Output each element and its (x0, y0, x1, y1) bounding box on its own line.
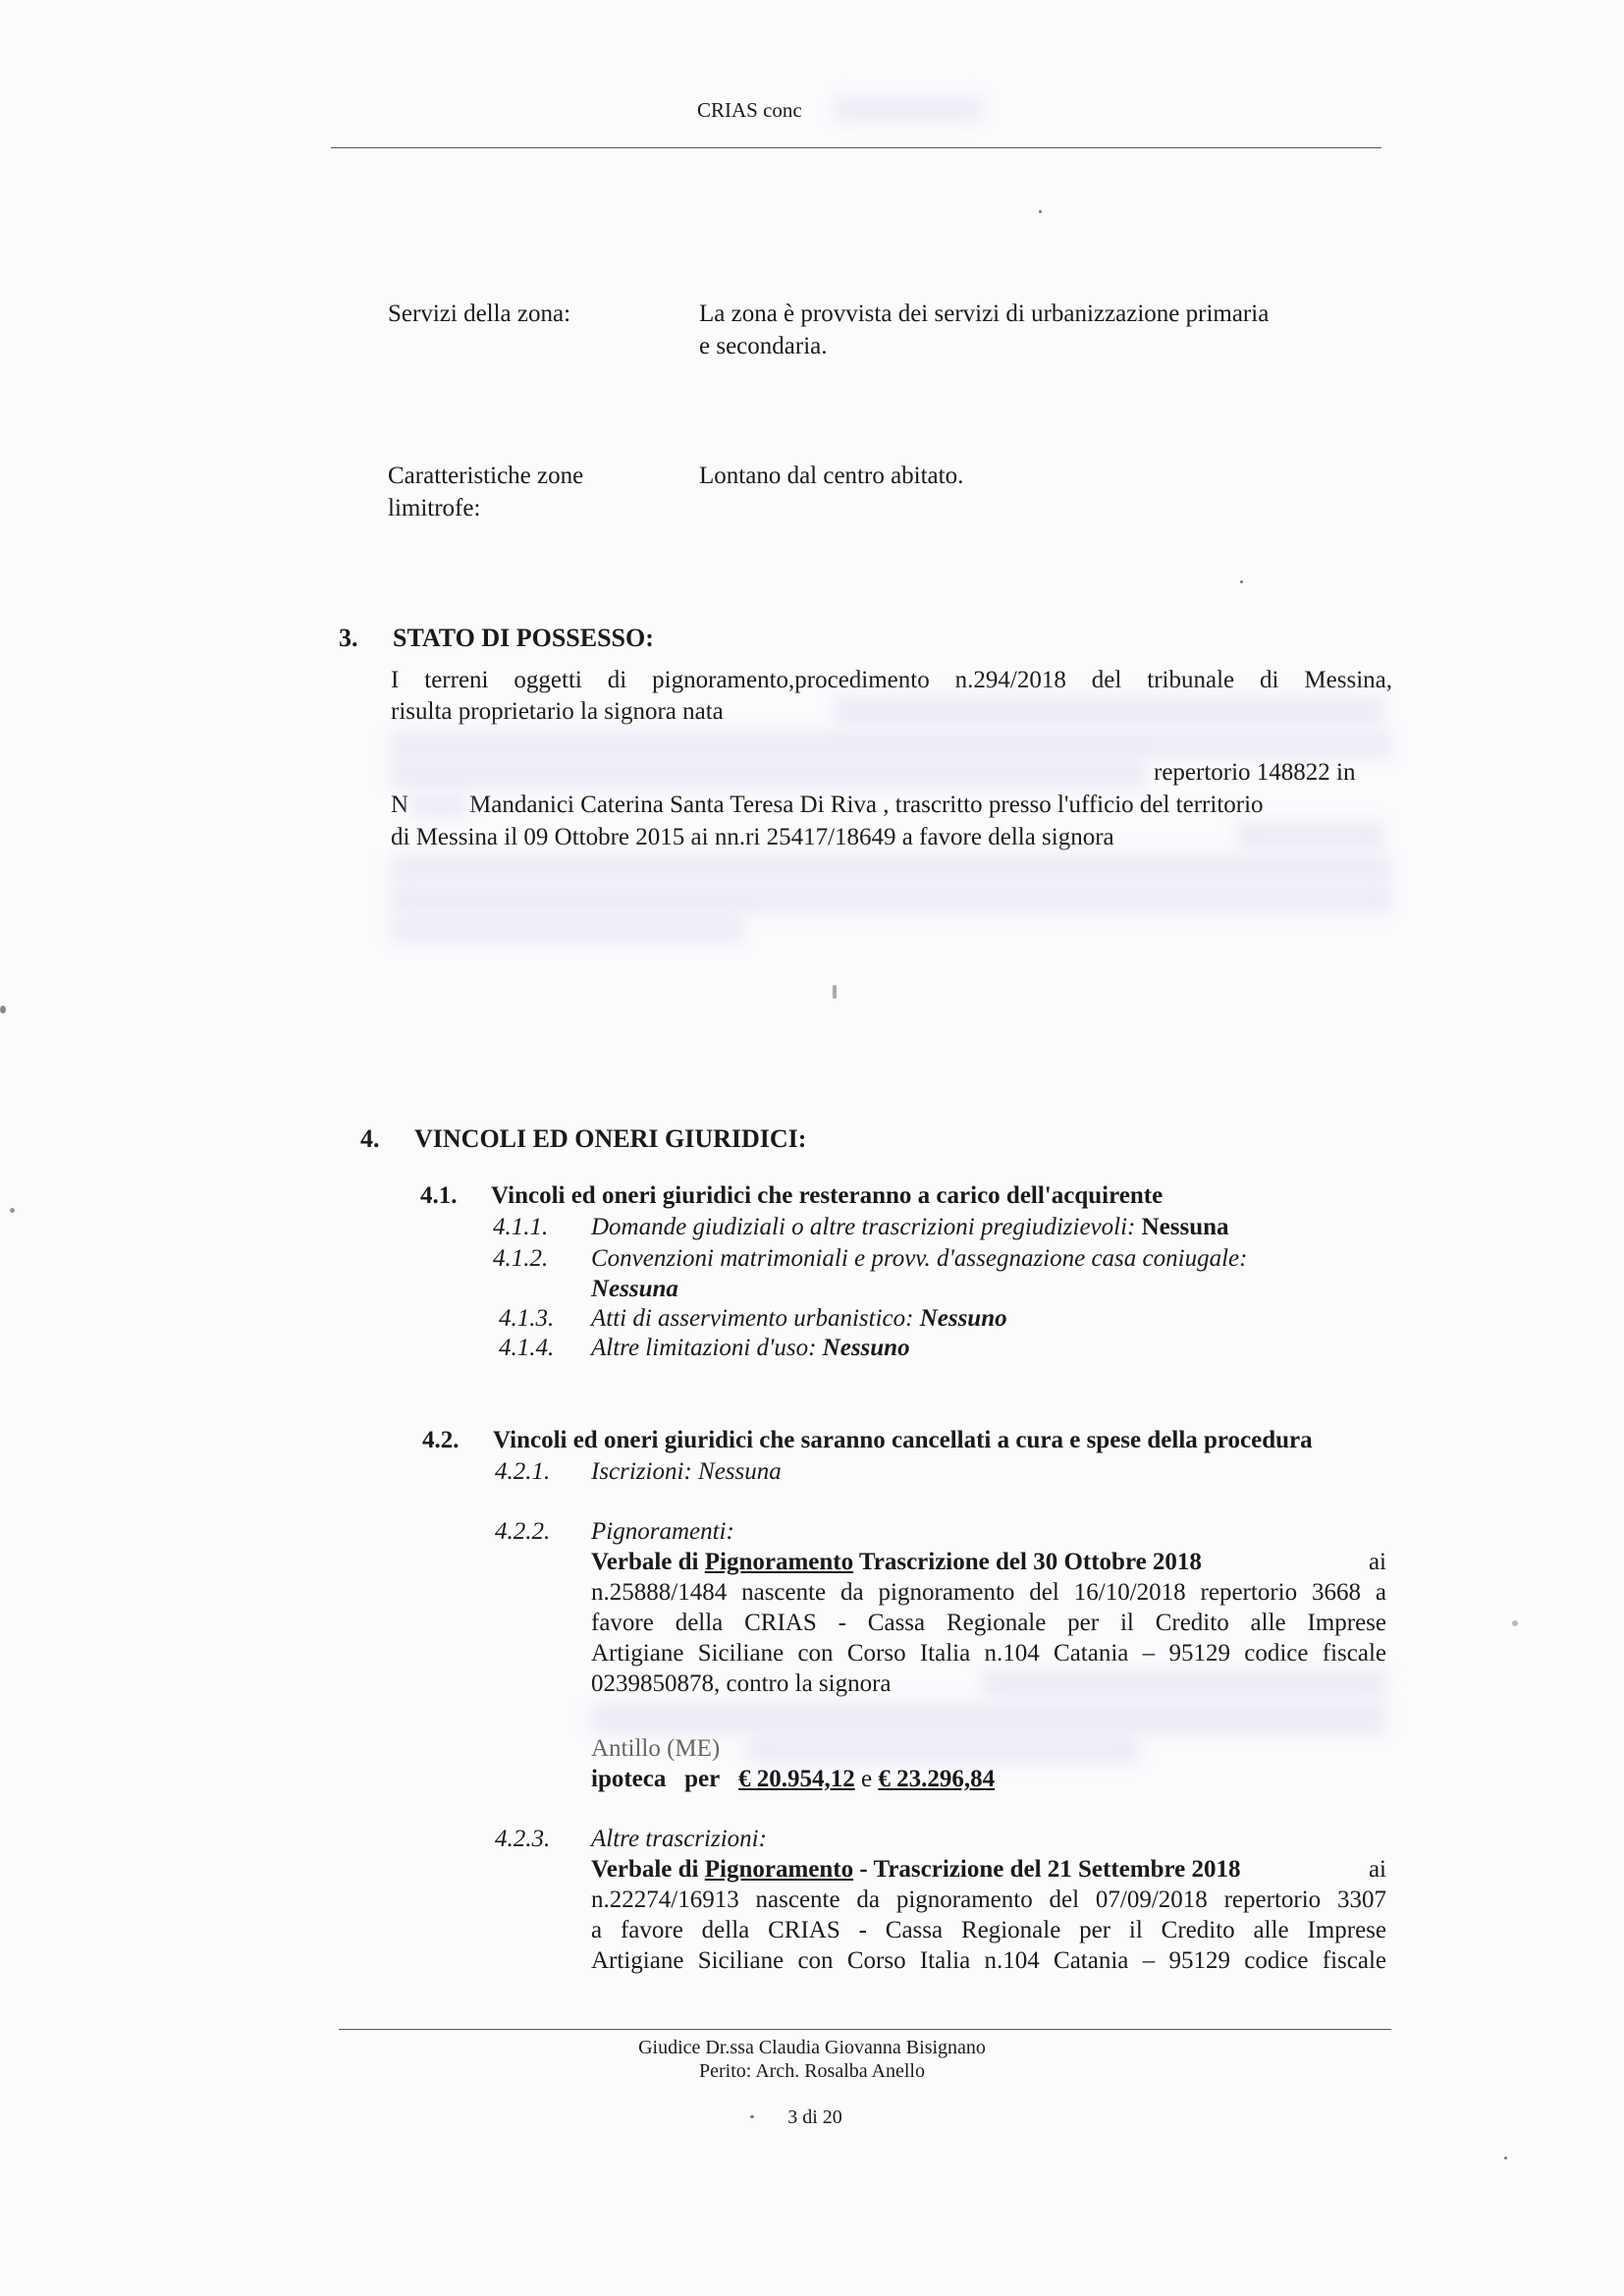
limitrofe-label-line2: limitrofe: (388, 495, 481, 521)
s42-item1-number: 4.2.1. (495, 1458, 551, 1485)
section3-line5a: N (391, 792, 409, 818)
scan-speck (0, 1006, 6, 1013)
footer-line2: Perito: Arch. Rosalba Anello (699, 2060, 925, 2082)
s41-item1-number: 4.1.1. (493, 1214, 549, 1240)
s42-item3-label: Altre trascrizioni: (591, 1826, 767, 1852)
scan-speck (1504, 2157, 1507, 2159)
redaction (391, 730, 1392, 759)
redaction (835, 695, 1384, 727)
redaction (391, 884, 1392, 913)
s42-item3-line2: a favore della CRIAS - Cassa Regionale per il Credito alle Imprese (591, 1917, 1386, 1943)
section3-number: 3. (339, 624, 358, 652)
amount-2: € 23.296,84 (878, 1766, 996, 1792)
e-label: e (860, 1766, 873, 1792)
s42-item3-line3: Artigiane Siciliane con Corso Italia n.104 Catania – 95129 codice fiscale (591, 1947, 1386, 1974)
s42-item3-title-a: Verbale di (591, 1856, 705, 1883)
scan-speck (750, 2115, 754, 2118)
s42-item3-title-u: Pignoramento (704, 1856, 854, 1883)
s42-item2-title (591, 1548, 1386, 1577)
s42-item2-line2: favore della CRIAS - Cassa Regionale per il Credito alle Imprese (591, 1610, 1386, 1636)
s42-item2-amounts (591, 1765, 995, 1794)
scan-speck (1039, 210, 1042, 213)
header-rule (331, 147, 1381, 148)
amount-1: € 20.954,12 (737, 1766, 855, 1792)
redaction (410, 793, 467, 818)
s41-item1-text: Domande giudiziali o altre trascrizioni pregiudizievoli: (591, 1214, 1136, 1240)
s41-item2-number: 4.1.2. (493, 1245, 549, 1272)
s41-item2-value: Nessuna (591, 1276, 678, 1302)
s41-item3-value: Nessuno (919, 1305, 1007, 1332)
redaction (746, 1734, 1139, 1764)
s41-item4-number: 4.1.4. (499, 1335, 555, 1361)
s41-item3-text: Atti di asservimento urbanistico: (591, 1305, 914, 1332)
s41-number: 4.1. (420, 1182, 458, 1209)
section3-line2: risulta proprietario la signora nata (391, 698, 724, 725)
page-header (697, 98, 802, 123)
redaction (1237, 821, 1384, 850)
s41-item4 (591, 1334, 910, 1363)
redaction (391, 913, 744, 943)
s42-item3-line1: n.22274/16913 nascente da pignoramento del 07/09/2018 repertorio 3307 (591, 1886, 1386, 1913)
per-label: per (684, 1766, 721, 1792)
s42-item2-title-u: Pignoramento (704, 1549, 854, 1575)
s42-item3-number: 4.2.3. (495, 1826, 551, 1852)
ipoteca-label: ipoteca (591, 1766, 667, 1792)
scan-speck (1512, 1620, 1518, 1626)
s42-number: 4.2. (422, 1427, 460, 1453)
s42-item2-label: Pignoramenti: (591, 1518, 734, 1545)
scan-speck (1240, 580, 1243, 583)
s41-item3-number: 4.1.3. (499, 1305, 555, 1332)
servizi-value-line2: e secondaria. (699, 333, 828, 359)
s42-item2-line3: Artigiane Siciliane con Corso Italia n.104 Catania – 95129 codice fiscale (591, 1640, 1386, 1667)
redaction (391, 758, 1147, 790)
s42-item2-line4: 0239850878, contro la signora (591, 1670, 892, 1697)
s42-item3-title-b: - Trascrizione del 21 Settembre 2018 (853, 1856, 1241, 1883)
s41-item4-text: Altre limitazioni d'uso: (591, 1335, 817, 1361)
section3-line6: di Messina il 09 Ottobre 2015 ai nn.ri 25417/18649 a favore della signora (391, 824, 1114, 850)
section3-title: STATO DI POSSESSO: (393, 624, 654, 652)
limitrofe-value: Lontano dal centro abitato. (699, 463, 964, 489)
s41-item3 (591, 1304, 1007, 1334)
section4-title: VINCOLI ED ONERI GIURIDICI: (414, 1124, 807, 1153)
s41-item2-text: Convenzioni matrimoniali e provv. d'assegnazione casa coniugale: (591, 1245, 1248, 1272)
servizi-value-line1: La zona è provvista dei servizi di urbanizzazione primaria (699, 301, 1270, 327)
s42-title: Vincoli ed oneri giuridici che saranno cancellati a cura e spese della procedura (493, 1427, 1313, 1453)
section3-line4: repertorio 148822 in (1154, 759, 1356, 786)
s42-item3-title-c: ai (1368, 1856, 1386, 1883)
s42-item2-title-c: ai (1368, 1549, 1386, 1575)
redaction (391, 854, 1392, 884)
scan-speck (833, 985, 837, 999)
servizi-label: Servizi della zona: (388, 301, 571, 327)
s42-item2-number: 4.2.2. (495, 1518, 551, 1545)
footer-rule (339, 2029, 1391, 2030)
s42-item2-line1: n.25888/1484 nascente da pignoramento del 16/10/2018 repertorio 3668 a (591, 1579, 1386, 1606)
header-text: CRIAS conc (697, 98, 802, 122)
s42-item2-line6: Antillo (ME) (591, 1735, 721, 1762)
s42-item2-title-a: Verbale di (591, 1549, 705, 1575)
redaction (982, 1669, 1386, 1699)
s41-item1-value: Nessuna (1141, 1214, 1229, 1240)
redaction (835, 96, 982, 122)
section4-number: 4. (360, 1124, 380, 1153)
s42-item3-title (591, 1855, 1386, 1885)
s42-item2-title-b: Trascrizione del 30 Ottobre 2018 (853, 1549, 1202, 1575)
section3-line5b: Mandanici Caterina Santa Teresa Di Riva , trascritto presso l'ufficio del territorio (469, 792, 1264, 818)
scan-speck (10, 1208, 15, 1213)
s41-title: Vincoli ed oneri giuridici che resteranno a carico dell'acquirente (491, 1182, 1164, 1209)
footer-line1: Giudice Dr.ssa Claudia Giovanna Bisignano (638, 2037, 986, 2058)
limitrofe-label-line1: Caratteristiche zone (388, 463, 584, 489)
s41-item4-value: Nessuno (822, 1335, 910, 1361)
page-number: 3 di 20 (787, 2106, 842, 2128)
s42-item1-text: Iscrizioni: Nessuna (591, 1458, 782, 1485)
redaction (591, 1702, 1386, 1735)
section3-line1: I terreni oggetti di pignoramento,procedimento n.294/2018 del tribunale di Messina, (391, 667, 1392, 693)
s41-item1 (591, 1213, 1229, 1242)
